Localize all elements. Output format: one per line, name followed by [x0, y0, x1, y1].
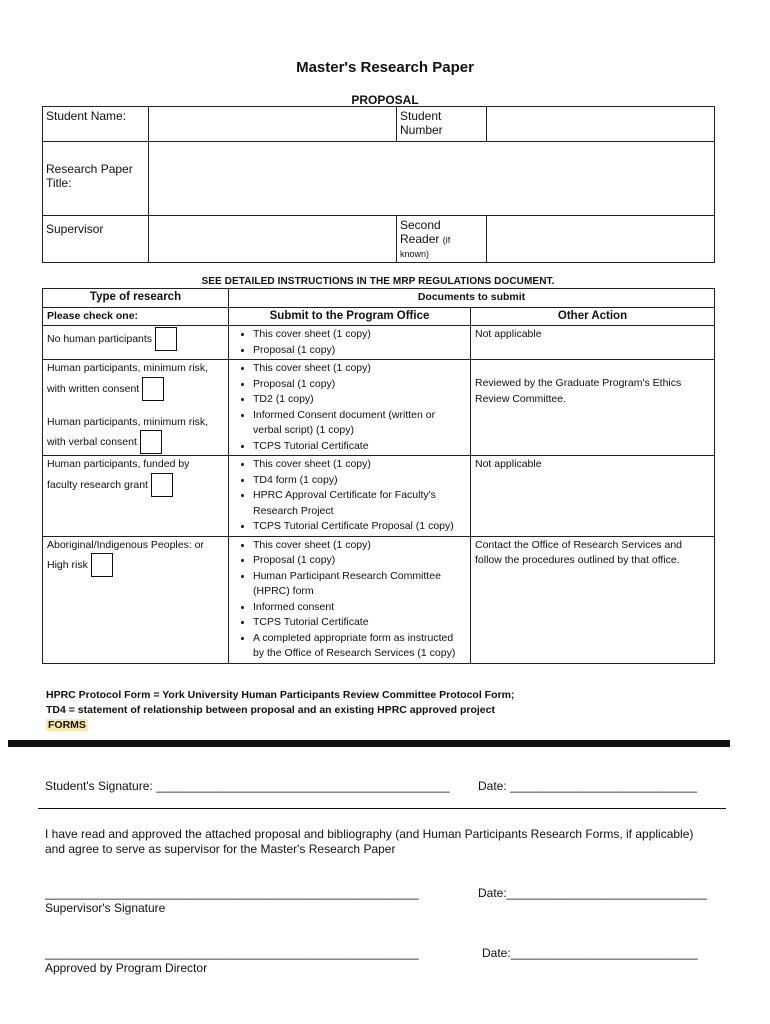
written-consent-checkbox[interactable]	[142, 377, 164, 401]
student-info-table	[42, 106, 715, 263]
list-item: • A completed appropriate form as instructed by the Office of Research Services (1 copy)	[253, 631, 466, 662]
abbreviation-notes: HPRC Protocol Form = York University Human Participants Review Committee Protocol Form; TD4 = statement of relationship between proposal and an existing HPRC approved project FORMS	[46, 689, 515, 731]
other-action-header: Other Action	[471, 307, 715, 326]
list-item: • HPRC Approval Certificate for Faculty's Research Project	[253, 488, 466, 519]
student-name-field[interactable]	[149, 107, 397, 142]
list-item: • This cover sheet (1 copy)	[253, 361, 466, 377]
supervisor-date-line[interactable]: Date:______________________________	[478, 886, 707, 900]
table-row	[43, 326, 715, 360]
list-item: • This cover sheet (1 copy)	[253, 457, 466, 473]
list-item: • TCPS Tutorial Certificate	[253, 615, 466, 631]
list-item: • Informed consent	[253, 600, 466, 616]
other-action-cell: Contact the Office of Research Services and follow the procedures outlined by that office.	[471, 536, 715, 663]
high-risk-checkbox[interactable]	[91, 553, 113, 577]
documents-header: Documents to submit	[229, 289, 715, 308]
no-human-checkbox[interactable]	[155, 327, 177, 351]
list-item: • Proposal (1 copy)	[253, 377, 466, 393]
instructions-note: SEE DETAILED INSTRUCTIONS IN THE MRP REGULATIONS DOCUMENT.	[201, 276, 555, 287]
section-divider	[8, 740, 730, 747]
list-item: • Proposal (1 copy)	[253, 553, 466, 569]
list-item: • This cover sheet (1 copy)	[253, 538, 466, 554]
type-of-research-header: Type of research	[43, 289, 229, 308]
list-item: • TD2 (1 copy)	[253, 392, 466, 408]
submit-program-office-header: Submit to the Program Office	[229, 307, 471, 326]
please-check-label: Please check one:	[43, 307, 229, 326]
list-item: • TCPS Tutorial Certificate	[253, 439, 466, 455]
list-item: • TD4 form (1 copy)	[253, 473, 466, 489]
divider-line	[38, 808, 726, 809]
other-action-cell: Not applicable	[471, 456, 715, 537]
director-date-line[interactable]: Date:____________________________	[482, 946, 698, 960]
research-type-table	[42, 288, 715, 664]
supervisor-field[interactable]	[149, 216, 397, 263]
student-number-label: Student Number	[397, 107, 487, 142]
supervisor-signature-line[interactable]: ________________________________________________________	[45, 886, 419, 900]
paper-title-field[interactable]	[149, 142, 715, 216]
list-item: • This cover sheet (1 copy)	[253, 327, 466, 343]
supervisor-approval-text: I have read and approved the attached proposal and bibliography (and Human Participants Research Forms, if applicable) and agree to serve as supervisor for the Master's Research Paper	[45, 827, 694, 856]
list-item: • Informed Consent document (written or verbal script) (1 copy)	[253, 408, 466, 439]
student-name-label: Student Name:	[43, 107, 149, 142]
verbal-consent-checkbox[interactable]	[140, 430, 162, 454]
list-item: • TCPS Tutorial Certificate Proposal (1 copy)	[253, 519, 466, 535]
list-item: • Human Participant Research Committee (HPRC) form	[253, 569, 466, 600]
director-signature-label: Approved by Program Director	[45, 961, 208, 975]
list-item: • Proposal (1 copy)	[253, 343, 466, 359]
paper-title-label: Research Paper Title:	[43, 142, 149, 216]
student-number-field[interactable]	[487, 107, 715, 142]
second-reader-field[interactable]	[487, 216, 715, 263]
forms-label: FORMS	[48, 719, 86, 731]
supervisor-label: Supervisor	[43, 216, 149, 263]
research-type-label: No human participants	[47, 332, 153, 345]
director-signature-line[interactable]: ________________________________________________________	[45, 946, 419, 960]
faculty-grant-checkbox[interactable]	[151, 473, 173, 497]
student-date-line[interactable]: Date: ____________________________	[478, 779, 697, 793]
other-action-cell: Not applicable	[471, 326, 715, 360]
document-title: Master's Research Paper	[296, 59, 474, 76]
table-row: Human participants, minimum risk, with written consent Human participants, minimum risk, with verbal consent • This cover sheet (1 copy) • Proposal (1 copy) • TD2 (1 copy) • Informed Consent document (written or verbal script) (1 copy) • TCPS Tutorial Certificate Reviewed by the Graduate Program's Ethics Review Committee.	[43, 360, 715, 456]
supervisor-signature-label: Supervisor's Signature	[45, 901, 166, 915]
second-reader-label: Second Reader (if known)	[397, 216, 487, 263]
other-action-cell: Reviewed by the Graduate Program's Ethics Review Committee.	[471, 360, 715, 456]
document-subtitle: PROPOSAL	[351, 93, 419, 107]
student-signature-line[interactable]: Student's Signature: ____________________________________________	[45, 779, 450, 793]
table-row: Aboriginal/Indigenous Peoples: or High risk • This cover sheet (1 copy) • Proposal (1 copy) • Human Participant Research Committee (HPRC) form • Informed consent • TCPS Tutorial Certificate • A completed appropriate form as instructed by the Office of Research Services (1 copy) Contact the Office of Research Services and follow the procedures outlined by that office.	[43, 536, 715, 663]
table-row: Human participants, funded by faculty research grant • This cover sheet (1 copy) • TD4 form (1 copy) • HPRC Approval Certificate for Faculty's Research Project • TCPS Tutorial Certificate Proposal (1 copy) Not applicable	[43, 456, 715, 537]
